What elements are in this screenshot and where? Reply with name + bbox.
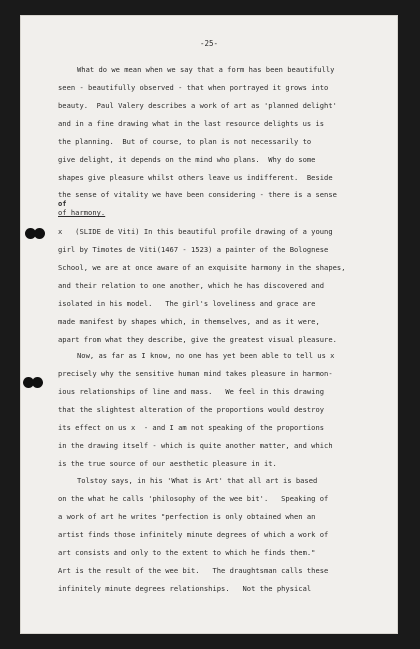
- text-line: isolated in his model. The girl's loveliness and grace are: [58, 299, 316, 308]
- text-line: apart from what they describe, give the greatest visual pleasure.: [58, 335, 337, 344]
- text-line: of harmony.: [58, 208, 106, 217]
- punch-hole: [32, 377, 43, 388]
- text-line: on the what he calls 'philosophy of the wee bit'. Speaking of: [58, 494, 329, 503]
- text-line: and their relation to one another, which he has discovered and: [58, 281, 325, 290]
- page-number: -25-: [199, 39, 219, 48]
- text-line: precisely why the sensitive human mind takes pleasure in harmon-: [58, 369, 333, 378]
- text-line: School, we are at once aware of an exquisite harmony in the shapes,: [58, 263, 346, 272]
- text-line: its effect on us x - and I am not speaking of the proportions: [58, 423, 325, 432]
- text-line: art consists and only to the extent to which he finds them.": [58, 548, 316, 557]
- text-line: a work of art he writes "perfection is only obtained when an: [58, 512, 316, 521]
- text-line: that the slightest alteration of the proportions would destroy: [58, 405, 325, 414]
- text-line: the sense of vitality we have been considering - there is a sense: [58, 190, 337, 199]
- text-line: Art is the result of the wee bit. The draughtsman calls these: [58, 566, 329, 575]
- text-line: the planning. But of course, to plan is not necessarily to: [58, 137, 312, 146]
- text-line: Now, as far as I know, no one has yet been able to tell us x: [77, 351, 335, 360]
- text-line: What do we mean when we say that a form has been beautifully: [77, 65, 335, 74]
- text-line: artist finds those infinitely minute degrees of which a work of: [58, 530, 329, 539]
- text-line: Tolstoy says, in his 'What is Art' that all art is based: [77, 476, 318, 485]
- text-line: give delight, it depends on the mind who plans. Why do some: [58, 155, 316, 164]
- text-line: beauty. Paul Valery describes a work of art as 'planned delight': [58, 101, 337, 110]
- text-line: ious relationships of line and mass. We feel in this drawing: [58, 387, 325, 396]
- text-line: in the drawing itself - which is quite another matter, and which: [58, 441, 333, 450]
- text-line: made manifest by shapes which, in themselves, and as it were,: [58, 317, 320, 326]
- text-line: of: [58, 199, 67, 208]
- text-line: and in a fine drawing what in the last resource delights us is: [58, 119, 325, 128]
- text-line: is the true source of our aesthetic pleasure in it.: [58, 459, 277, 468]
- typewritten-page: [20, 15, 398, 634]
- punch-hole: [34, 228, 45, 239]
- text-line: girl by Timotes de Viti(1467 - 1523) a painter of the Bolognese: [58, 245, 329, 254]
- text-line: x (SLIDE de Viti) In this beautiful profile drawing of a young: [58, 227, 333, 236]
- text-line: infinitely minute degrees relationships. Not the physical: [58, 584, 312, 593]
- text-line: seen - beautifully observed - that when portrayed it grows into: [58, 83, 329, 92]
- text-line: shapes give pleasure whilst others leave us indifferent. Beside: [58, 173, 333, 182]
